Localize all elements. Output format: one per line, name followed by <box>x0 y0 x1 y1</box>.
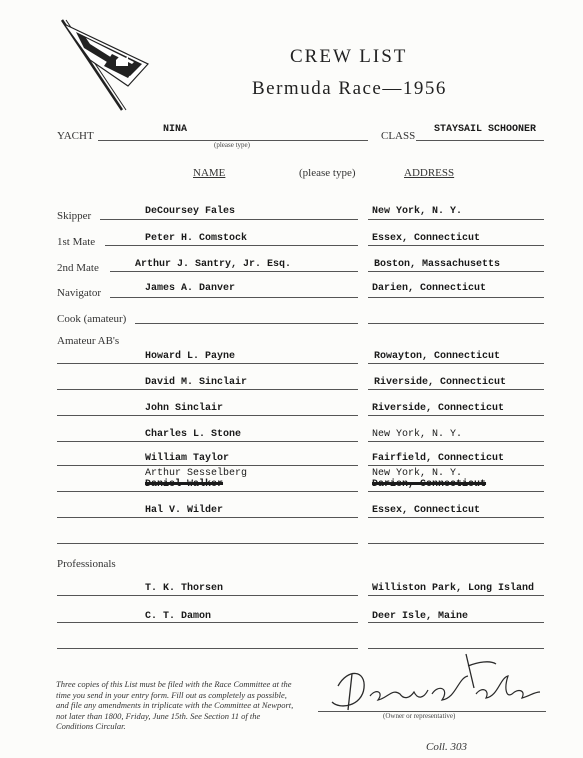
first-mate-address: Essex, Connecticut <box>372 233 481 244</box>
role-skipper: Skipper <box>57 210 92 222</box>
row-line <box>57 517 358 518</box>
professional-address: Deer Isle, Maine <box>372 611 469 622</box>
row-line <box>368 595 544 596</box>
professional-name: T. K. Thorsen <box>145 583 224 594</box>
class-line <box>416 140 544 141</box>
amateur-name-replacement: Arthur Sesselberg <box>145 468 248 479</box>
professional-address: Williston Park, Long Island <box>372 583 535 594</box>
amateur-name: John Sinclair <box>145 403 224 414</box>
yacht-name: NINA <box>163 124 188 135</box>
amateur-address-struck: Darien, Connecticut <box>372 479 487 490</box>
skipper-name: DeCoursey Fales <box>145 206 236 217</box>
amateur-address-replacement: New York, N. Y. <box>372 468 463 479</box>
role-cook: Cook (amateur) <box>57 313 127 325</box>
navigator-name: James A. Danver <box>145 283 236 294</box>
row-line <box>368 517 544 518</box>
column-address: ADDRESS <box>404 167 455 179</box>
row-line <box>368 415 544 416</box>
second-mate-name: Arthur J. Santry, Jr. Esq. <box>135 259 292 270</box>
skipper-address: New York, N. Y. <box>372 206 463 217</box>
row-line <box>368 297 544 298</box>
row-line <box>57 491 358 492</box>
yacht-hint: (please type) <box>214 141 250 149</box>
row-line <box>368 245 544 246</box>
row-line <box>57 415 358 416</box>
amateur-name: David M. Sinclair <box>145 377 248 388</box>
amateur-name: Charles L. Stone <box>145 429 242 440</box>
row-line <box>105 245 358 246</box>
second-mate-address: Boston, Massachusetts <box>374 259 501 270</box>
row-line <box>368 622 544 623</box>
page-subtitle: Bermuda Race—1956 <box>252 78 447 99</box>
amateur-address: Riverside, Connecticut <box>372 403 505 414</box>
row-line <box>57 543 358 544</box>
amateur-address: New York, N. Y. <box>372 429 463 440</box>
amateur-name-struck: Daniel Walker <box>145 479 224 490</box>
row-line <box>368 465 544 466</box>
club-burgee-icon <box>56 14 156 114</box>
row-line <box>57 622 358 623</box>
class-label: CLASS <box>381 130 416 142</box>
row-line <box>57 595 358 596</box>
row-line <box>57 465 358 466</box>
amateur-name: Hal V. Wilder <box>145 505 224 516</box>
row-line <box>368 491 544 492</box>
class-value: STAYSAIL SCHOONER <box>434 124 537 135</box>
signature-caption: (Owner or representative) <box>383 712 456 720</box>
amateur-address: Fairfield, Connecticut <box>372 453 505 464</box>
signature-mark <box>318 648 548 718</box>
role-navigator: Navigator <box>57 287 101 299</box>
navigator-address: Darien, Connecticut <box>372 283 487 294</box>
row-line <box>110 297 358 298</box>
row-line <box>368 363 544 364</box>
row-line <box>57 363 358 364</box>
row-line <box>57 648 358 649</box>
row-line <box>368 323 544 324</box>
first-mate-name: Peter H. Comstock <box>145 233 248 244</box>
amateur-address: Essex, Connecticut <box>372 505 481 516</box>
column-hint: (please type) <box>299 167 356 179</box>
row-line <box>368 271 544 272</box>
role-2nd-mate: 2nd Mate <box>57 262 99 274</box>
professional-name: C. T. Damon <box>145 611 212 622</box>
amateur-label: Amateur AB's <box>57 335 120 347</box>
amateur-name: Howard L. Payne <box>145 351 236 362</box>
row-line <box>368 389 544 390</box>
page-title: CREW LIST <box>290 46 408 67</box>
amateur-name: William Taylor <box>145 453 230 464</box>
row-line <box>368 543 544 544</box>
role-1st-mate: 1st Mate <box>57 236 96 248</box>
row-line <box>368 441 544 442</box>
row-line <box>100 219 358 220</box>
filing-instructions: Three copies of this List must be filed with the Race Committee at the time you send in your entry form. Fill out as completely as possible, and file any amendments in triplicate with the Committee at Newport, not later than 1800, Friday, June 15th. See Section 11 of the Conditions Circular. <box>56 679 294 731</box>
row-line <box>57 441 358 442</box>
row-line <box>57 389 358 390</box>
yacht-label: YACHT <box>57 130 94 142</box>
row-line <box>135 323 358 324</box>
professionals-label: Professionals <box>57 558 116 570</box>
column-name: NAME <box>193 167 226 179</box>
amateur-address: Rowayton, Connecticut <box>374 351 501 362</box>
row-line <box>110 271 358 272</box>
collection-note: Coll. 303 <box>426 741 467 753</box>
row-line <box>368 219 544 220</box>
amateur-address: Riverside, Connecticut <box>374 377 507 388</box>
